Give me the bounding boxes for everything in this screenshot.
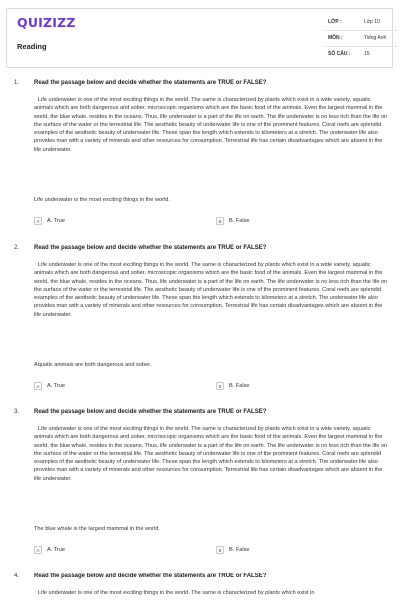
- question-number: 2.: [14, 245, 20, 251]
- option-label: A. True: [47, 218, 66, 224]
- option-letter-box: A: [34, 546, 42, 554]
- option-label: A. True: [47, 383, 66, 389]
- question-number: 3.: [14, 409, 20, 415]
- option-b[interactable]: [216, 217, 250, 225]
- option-letter-box: B: [216, 382, 224, 390]
- question-statement: The blue whale is the largest mammal in the world.: [34, 526, 160, 532]
- subject-label: MÔN :: [328, 35, 343, 41]
- subject-value: Tiếng Anh: [364, 35, 387, 41]
- option-label: A. True: [47, 547, 66, 553]
- worksheet-title: Reading: [17, 42, 47, 51]
- question-prompt: Read the passage below and decide whether the statements are TRUE or FALSE?: [34, 80, 267, 86]
- class-label: LỚP :: [328, 19, 342, 25]
- option-b[interactable]: [216, 382, 250, 390]
- question-prompt: Read the passage below and decide whether the statements are TRUE or FALSE?: [34, 245, 267, 251]
- question-statement: Life underwater is the most exciting things in the world.: [34, 197, 170, 203]
- option-letter-box: B: [216, 217, 224, 225]
- reading-passage: Life underwater is one of the most exciting things in the world. The same is characterized by plants which exist in: [38, 590, 315, 596]
- question-block: [0, 573, 400, 600]
- question-number: 4.: [14, 573, 20, 579]
- question-prompt: Read the passage below and decide whether the statements are TRUE or FALSE?: [34, 573, 267, 579]
- option-letter-box: A: [34, 382, 42, 390]
- option-label: B. False: [229, 547, 250, 553]
- quizizz-logo: QUIZIZZ: [17, 15, 76, 30]
- question-count-label: SỐ CÂU :: [328, 51, 351, 57]
- option-label: B. False: [229, 218, 250, 224]
- meta-divider: [325, 30, 397, 31]
- option-a[interactable]: [34, 382, 65, 390]
- option-letter-box: B: [216, 546, 224, 554]
- reading-passage: Life underwater is one of the most exciting things in the world. The same is characterized by plants which exist in a wide variety, aquatic animals which are both dangerous and sober, microscopic organisms which are the basic food of the animals. Even the largest mammal in the world, the blue whale, resides in the oceans. Thus, life underwater is a part of the life on earth. The life underwater is no less rich than the life on the surface of the water or the terrestrial life. The aesthetic beauty of underwater life is one of the prominent features. Coral reefs are splendid examples of the aesthetic beauty of underwater life. These span the length which extends to kilometers at a stretch. The underwater life also provides man with a variety of minerals and other resources for consumption. Terrestrial life has certain disadvantages which are absent in the life underwater.: [34, 97, 388, 153]
- meta-divider: [325, 46, 397, 47]
- option-b[interactable]: [216, 546, 250, 554]
- question-statement: Aquatic animals are both dangerous and sober.: [34, 362, 152, 368]
- option-a[interactable]: [34, 217, 65, 225]
- option-letter-box: A: [34, 217, 42, 225]
- question-number: 1.: [14, 80, 20, 86]
- reading-passage: Life underwater is one of the most exciting things in the world. The same is characterized by plants which exist in a wide variety, aquatic animals which are both dangerous and sober, microscopic organisms which are the basic food of the animals. Even the largest mammal in the world, the blue whale, resides in the oceans. Thus, life underwater is a part of the life on earth. The life underwater is no less rich than the life on the surface of the water or the terrestrial life. The aesthetic beauty of underwater life is one of the prominent features. Coral reefs are splendid examples of the aesthetic beauty of underwater life. These span the length which extends to kilometers at a stretch. The underwater life also provides man with a variety of minerals and other resources for consumption. Terrestrial life has certain disadvantages which are absent in the life underwater.: [34, 426, 388, 482]
- worksheet-header: [6, 8, 393, 68]
- question-prompt: Read the passage below and decide whether the statements are TRUE or FALSE?: [34, 409, 267, 415]
- reading-passage: Life underwater is one of the most exciting things in the world. The same is characterized by plants which exist in a wide variety, aquatic animals which are both dangerous and sober, microscopic organisms which are the basic food of the animals. Even the largest mammal in the world, the blue whale, resides in the oceans. Thus, life underwater is a part of the life on earth. The life underwater is no less rich than the life on the surface of the water or the terrestrial life. The aesthetic beauty of underwater life is one of the prominent features. Coral reefs are splendid examples of the aesthetic beauty of underwater life. These span the length which extends to kilometers at a stretch. The underwater life also provides man with a variety of minerals and other resources for consumption. Terrestrial life has certain disadvantages which are absent in the life underwater.: [34, 262, 388, 318]
- option-label: B. False: [229, 383, 250, 389]
- class-value: Lớp 10: [364, 19, 380, 25]
- option-a[interactable]: [34, 546, 65, 554]
- question-count-value: 15: [364, 51, 370, 57]
